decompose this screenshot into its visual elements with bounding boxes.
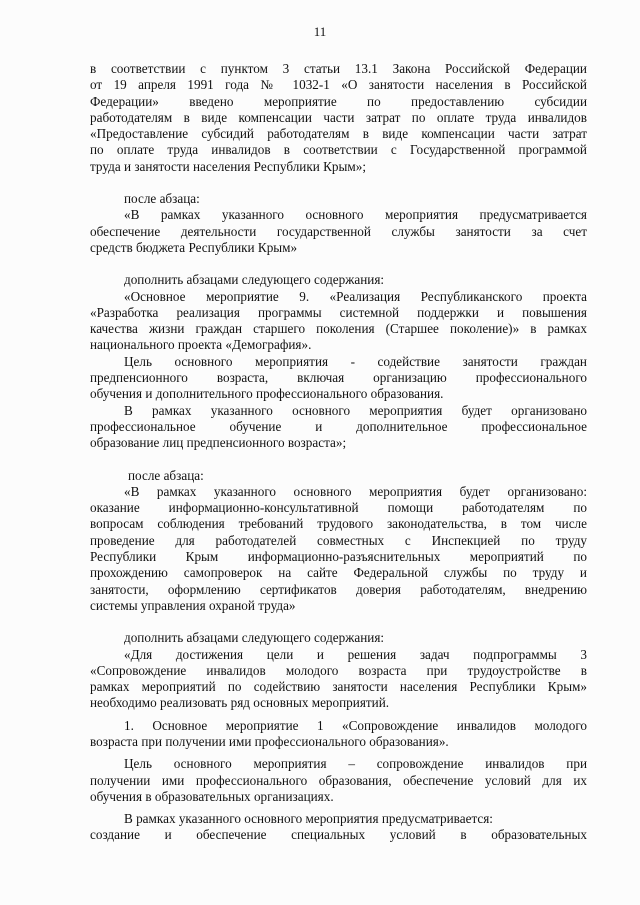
text-line: труда и занятости населения Республики Крым»; <box>90 158 366 174</box>
text-line: проведение для работодателей совместных с Инспекцией по труду <box>90 532 587 548</box>
text-line: В рамках указанного основного мероприятия предусматривается: <box>124 811 493 827</box>
text-line: дополнить абзацами следующего содержания: <box>124 272 385 288</box>
paragraph-main-measure-9 <box>90 289 587 354</box>
text-line: рамках мероприятий по содействию занятости населения Республики Крым» <box>90 679 587 695</box>
paragraph-goal-pre-retirement <box>90 354 587 403</box>
text-line: создание и обеспечение специальных условий в образовательных <box>90 827 587 843</box>
paragraph-subprogram-3 <box>90 647 587 712</box>
text-line: образование лиц предпенсионного возраста»; <box>90 435 347 451</box>
text-line: «Сопровождение инвалидов молодого возраста при трудоустройстве в <box>90 662 587 678</box>
text-line: работодателям в виде компенсации части затрат по оплате труда инвалидов <box>90 109 587 125</box>
text-line: В рамках указанного основного мероприятия будет организовано <box>124 402 587 418</box>
paragraph-supplement-clause-2 <box>90 630 587 646</box>
document-body <box>90 61 587 844</box>
text-line: «Разработка реализация программы системной поддержки и повышения <box>90 304 587 320</box>
text-line: возраста при получении ими профессионального образования». <box>90 733 449 749</box>
text-line: по оплате труда инвалидов в соответствии с Государственной программой <box>90 142 587 158</box>
paragraph-training-organized <box>90 403 587 452</box>
paragraph-measure-provides <box>90 811 587 827</box>
text-line: «Основное мероприятие 9. «Реализация Республиканского проекта <box>124 288 587 304</box>
paragraph-main-measure-1 <box>90 718 587 751</box>
paragraph-goal-support <box>90 756 587 805</box>
text-line: системы управления охраной труда» <box>90 597 296 613</box>
text-line: качества жизни граждан старшего поколения (Старшее поколение)» в рамках <box>90 321 587 337</box>
page-number: 11 <box>313 24 327 39</box>
text-line: средств бюджета Республики Крым» <box>90 239 298 255</box>
text-line: занятости, оформлению сертификатов доверия работодателям, внедрению <box>90 581 587 597</box>
text-line: Республики Крым информационно-разъяснительных мероприятий по <box>90 549 587 565</box>
text-line: оказание информационно-консультативной помощи работодателям по <box>90 500 587 516</box>
text-line: Цель основного мероприятия – сопровождение инвалидов при <box>124 756 587 772</box>
text-line: Федерации» введено мероприятие по предоставлению субсидии <box>90 93 587 109</box>
text-line: дополнить абзацами следующего содержания: <box>124 630 385 646</box>
paragraph-creation-conditions <box>90 827 587 843</box>
text-line: обучения и дополнительного профессионального образования. <box>90 386 444 402</box>
text-line: от 19 апреля 1991 года № 1032-1 «О занятости населения в Российской <box>90 77 587 93</box>
text-line: Цель основного мероприятия - содействие занятости граждан <box>124 353 587 369</box>
text-line: обеспечение деятельности государственной службы занятости за счет <box>90 223 587 239</box>
paragraph-quoted-consultation <box>90 484 587 614</box>
paragraph-supplement-clause <box>90 272 587 288</box>
text-line: национального проекта «Демография». <box>90 337 312 353</box>
text-line: после абзаца: <box>128 467 204 483</box>
paragraph-after-clause-2 <box>90 468 587 484</box>
text-line: «В рамках указанного основного мероприятия будет организовано: <box>124 483 587 499</box>
text-line: «Для достижения цели и решения задач подпрограммы 3 <box>124 646 587 662</box>
text-line: обучения в образовательных организациях. <box>90 788 334 804</box>
paragraph-after-clause <box>90 191 587 207</box>
text-line: предпенсионного возраста, включая организацию профессионального <box>90 370 587 386</box>
text-line: 1. Основное мероприятие 1 «Сопровождение инвалидов молодого <box>124 717 587 733</box>
text-line: в соответствии с пунктом 3 статьи 13.1 Закона Российской Федерации <box>90 61 587 76</box>
text-line: прохождению самопроверок на сайте Федеральной службы по труду и <box>90 565 587 581</box>
text-line: «В рамках указанного основного мероприятия предусматривается <box>124 207 587 223</box>
paragraph-subsidy-introduced <box>90 61 587 175</box>
paragraph-quoted-provision <box>90 207 587 256</box>
text-line: получении ими профессионального образования, обеспечение условий для их <box>90 772 587 788</box>
text-line: профессиональное обучение и дополнительное профессиональное <box>90 418 587 434</box>
text-line: необходимо реализовать ряд основных мероприятий. <box>90 695 390 711</box>
text-line: «Предоставление субсидий работодателям в виде компенсации части затрат <box>90 126 587 142</box>
text-line: после абзаца: <box>124 191 200 207</box>
text-line: вопросам соблюдения требований трудового законодательства, в том числе <box>90 516 587 532</box>
